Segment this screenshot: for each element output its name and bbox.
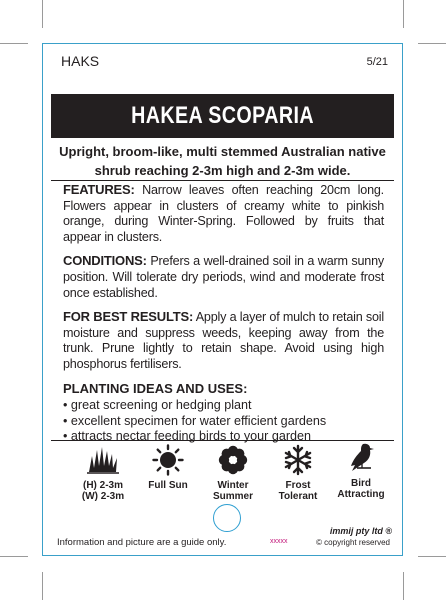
sun-icon	[151, 444, 185, 476]
list-item: • excellent specimen for water efficient gardens	[63, 414, 384, 430]
crop-mark	[42, 0, 43, 28]
title-banner	[51, 94, 394, 138]
product-code: HAKS	[61, 53, 100, 69]
plant-title: HAKEA SCOPARIA	[131, 102, 314, 129]
copyright: © copyright reserved	[316, 538, 390, 547]
disclaimer: Information and picture are a guide only.	[57, 537, 227, 548]
bird-label-1: Bird	[351, 478, 371, 489]
season-label-1: Winter	[217, 480, 249, 491]
bird-icon	[343, 440, 379, 474]
circle-marker	[213, 504, 241, 532]
placeholder-code: xxxxx	[270, 538, 288, 545]
conditions-heading: CONDITIONS:	[63, 253, 147, 269]
best-results-heading: FOR BEST RESULTS:	[63, 309, 194, 325]
frost-label-2: Tolerant	[278, 491, 318, 502]
crop-mark	[418, 556, 446, 557]
shrub-icon	[85, 444, 121, 476]
bird-label-2: Attracting	[337, 489, 385, 500]
crop-mark	[0, 556, 28, 557]
sun-label: Full Sun	[148, 480, 188, 491]
divider	[51, 180, 394, 181]
sun-info	[138, 444, 198, 491]
crop-mark	[403, 572, 404, 600]
page-number: 5/21	[366, 56, 388, 68]
flower-icon	[216, 444, 250, 476]
planting-list	[63, 398, 384, 445]
list-item: • attracts nectar feeding birds to your garden	[63, 429, 384, 445]
brand-text: immij pty ltd	[329, 526, 383, 536]
list-item: • great screening or hedging plant	[63, 398, 384, 414]
crop-mark	[42, 572, 43, 600]
crop-mark	[403, 0, 404, 28]
crop-mark	[418, 43, 446, 44]
season-label-2: Summer	[212, 491, 253, 502]
conditions-text: Prefers a well-drained soil in a warm sunny position. Will tolerate dry periods, wind and moderate frost once established.	[63, 254, 384, 300]
features-heading: FEATURES:	[63, 182, 135, 197]
snowflake-icon	[281, 444, 315, 476]
frost-label-1: Frost	[285, 480, 311, 491]
seed-packet-card	[42, 43, 403, 556]
best-results-paragraph	[63, 309, 384, 372]
brand-name	[330, 526, 392, 536]
features-paragraph	[63, 182, 384, 245]
intro-text: Upright, broom-like, multi stemmed Australian native shrub reaching 2-3m high and 2-3m wide.	[59, 144, 386, 178]
features-text: Narrow leaves often reaching 20cm long. Flowers appear in clusters of creamy white to pinkish orange, during Winter-Spring. Followed by fruits that appear in clusters.	[63, 183, 384, 244]
frost-info	[268, 444, 328, 502]
conditions-paragraph	[63, 253, 384, 301]
size-info	[73, 444, 133, 502]
description	[63, 182, 384, 445]
planting-heading: PLANTING IDEAS AND USES:	[63, 380, 248, 396]
best-results-text: Apply a layer of mulch to retain soil moisture and suppress weeds, keeping away from the trunk. Prune lightly to retain shape. Avoid using high phosphorus fertilisers.	[63, 310, 384, 371]
bird-info	[331, 440, 391, 500]
season-info	[203, 444, 263, 502]
crop-mark	[0, 43, 28, 44]
width-label: (W) 2-3m	[81, 491, 125, 502]
height-label: (H) 2-3m	[82, 480, 123, 491]
registered-mark: ®	[385, 526, 392, 536]
